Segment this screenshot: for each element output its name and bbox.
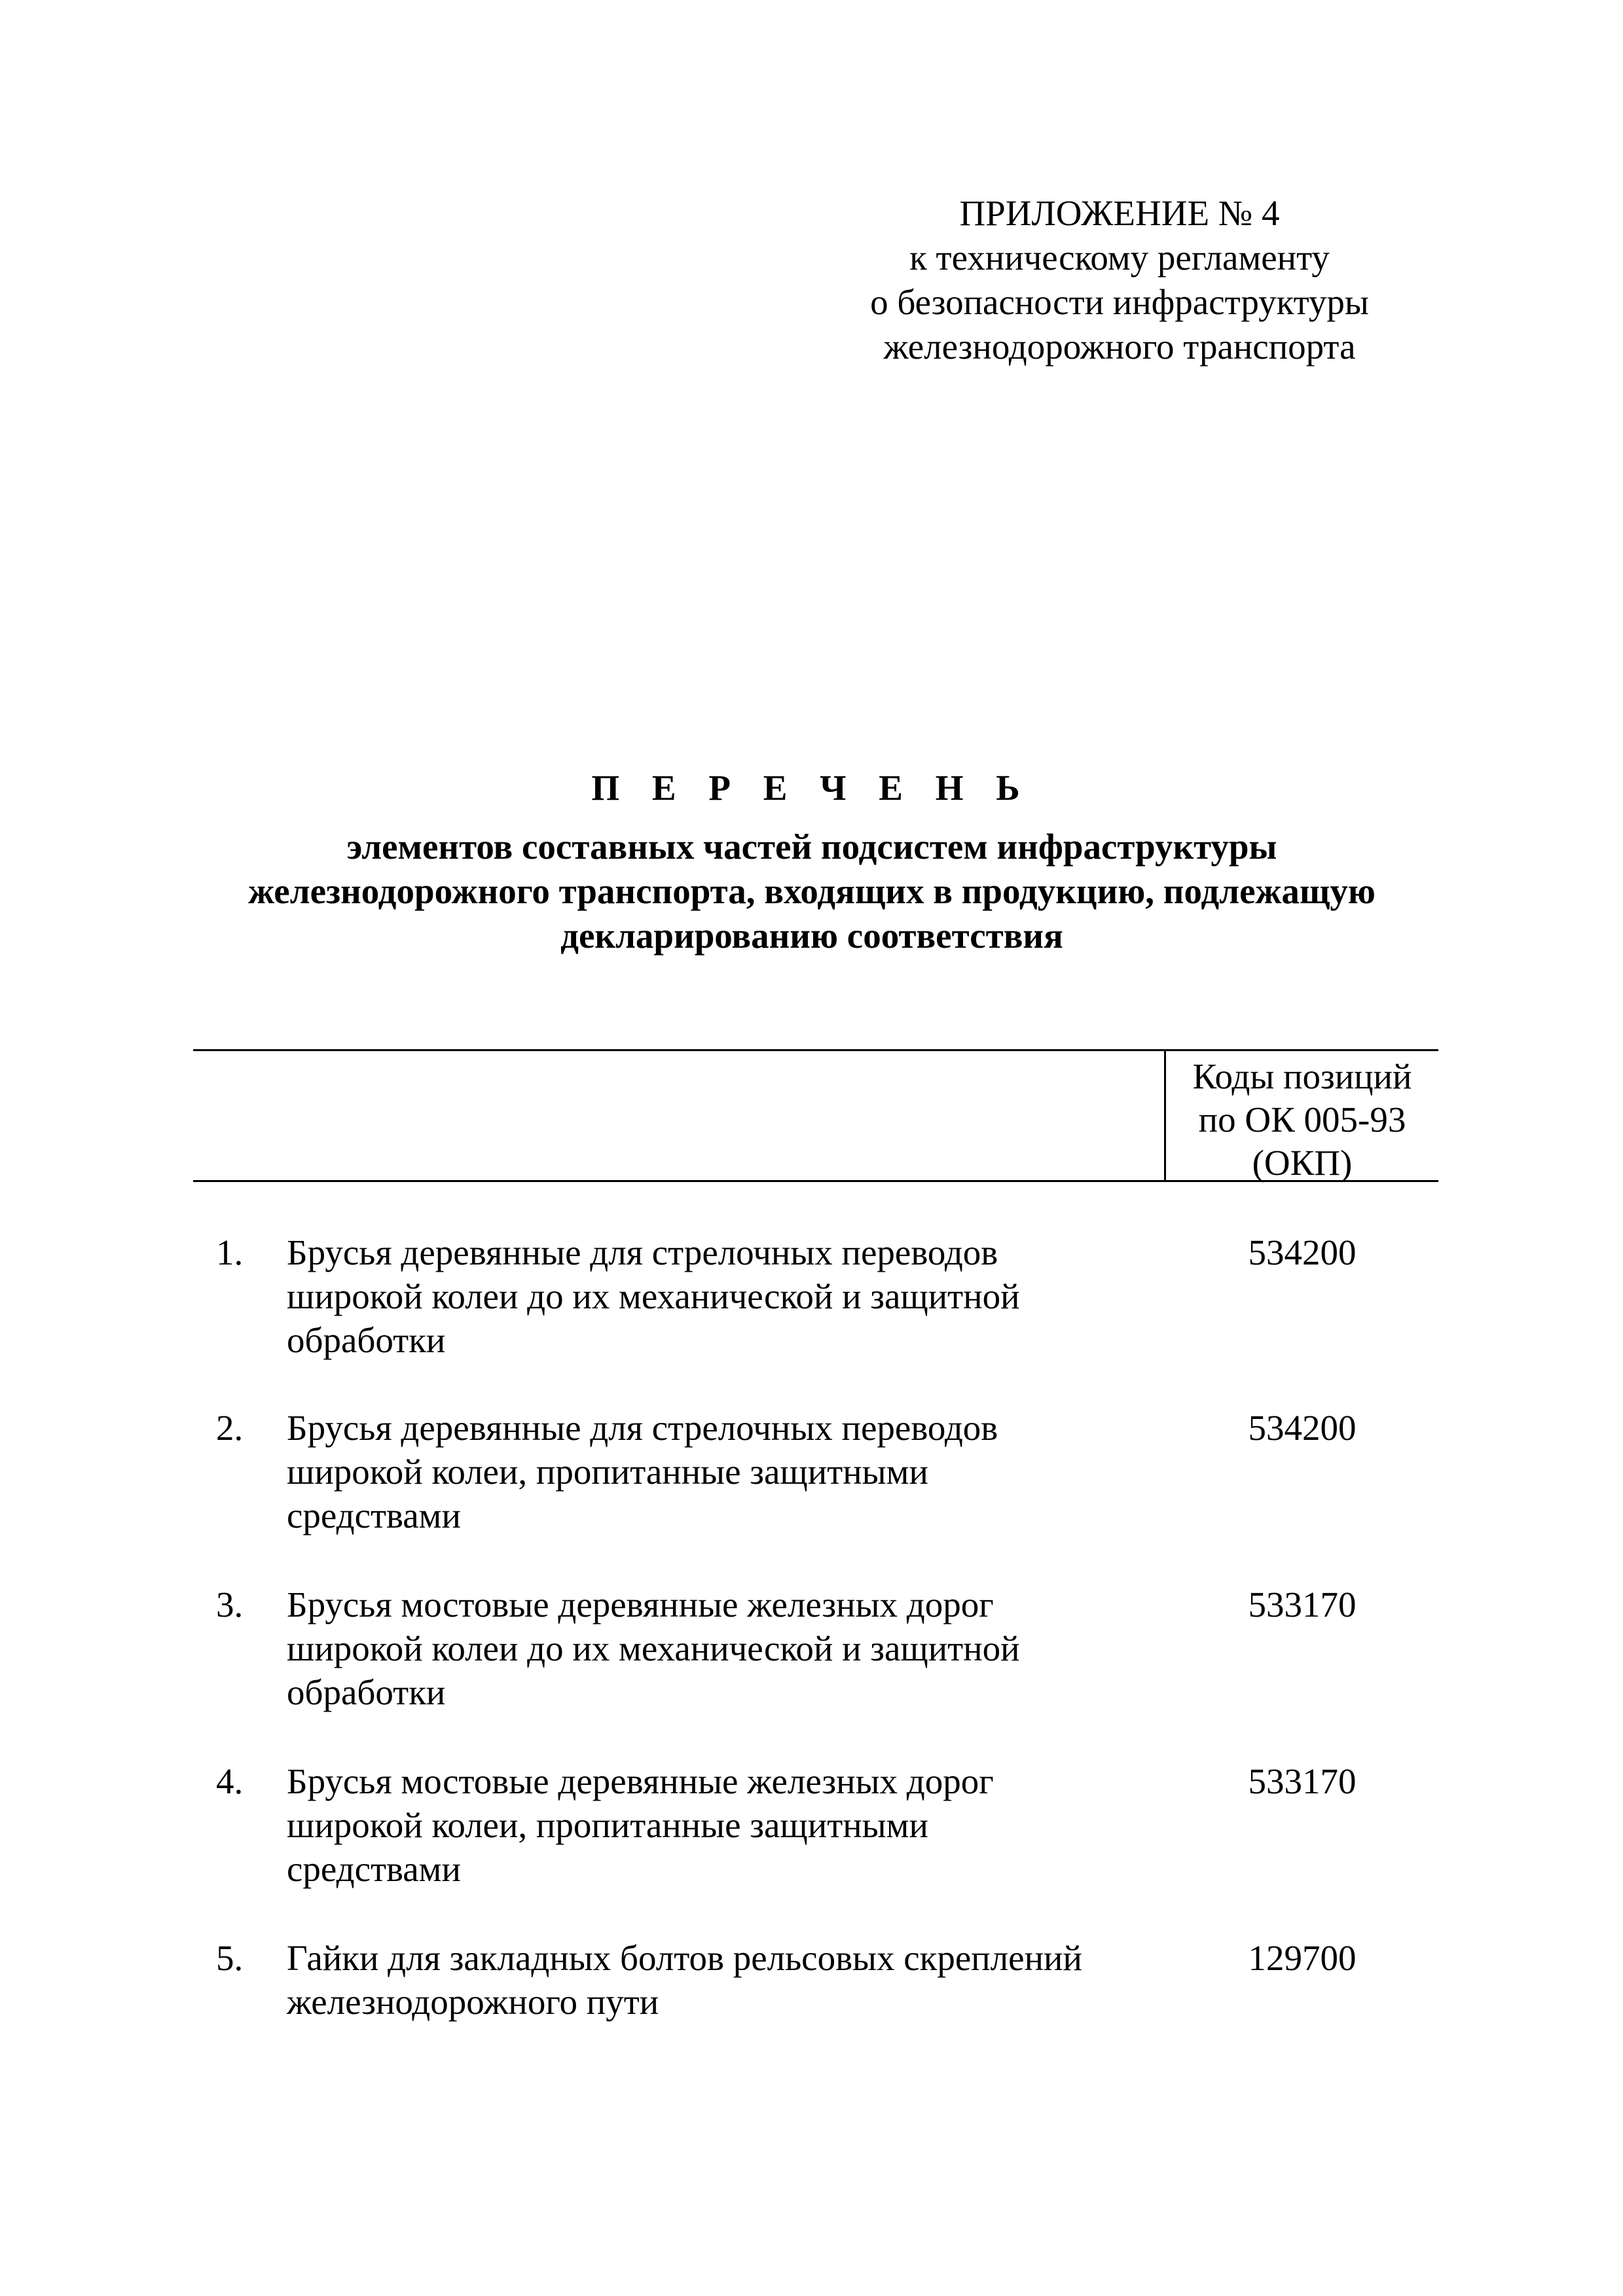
row-number: 1. (216, 1232, 244, 1272)
row-text-line: Гайки для закладных болтов рельсовых скреплений (287, 1938, 1082, 1978)
row-text-line: Брусья деревянные для стрелочных переводов (287, 1232, 998, 1272)
row-description (287, 1406, 1158, 1537)
row-text-line: средствами (287, 1496, 461, 1535)
row-text-line: Брусья мостовые деревянные железных дорог (287, 1585, 994, 1624)
row-description (287, 1583, 1158, 1714)
row-text-line: широкой колеи до их механической и защитной (287, 1628, 1020, 1668)
table-header (193, 1049, 1438, 1182)
appendix-line: железнодорожного транспорта (883, 327, 1356, 367)
row-number: 3. (216, 1585, 244, 1624)
row-text-line: железнодорожного пути (287, 1982, 659, 2022)
subtitle-line: элементов составных частей подсистем инфраструктуры (346, 827, 1277, 867)
document-subtitle (170, 825, 1453, 958)
row-text-line: широкой колеи до их механической и защитной (287, 1276, 1020, 1316)
row-code: 533170 (1248, 1761, 1357, 1801)
row-text-line: широкой колеи, пропитанные защитными (287, 1805, 928, 1845)
row-code: 534200 (1248, 1232, 1357, 1272)
appendix-line: ПРИЛОЖЕНИЕ № 4 (959, 193, 1280, 233)
subtitle-line: декларированию соответствия (560, 916, 1063, 956)
row-code: 533170 (1248, 1585, 1357, 1624)
codes-column-header (1166, 1051, 1438, 1185)
codes-header-line: (ОКП) (1252, 1143, 1353, 1183)
row-description (287, 1936, 1158, 2024)
row-text-line: широкой колеи, пропитанные защитными (287, 1452, 928, 1492)
row-description (287, 1230, 1158, 1362)
row-number: 2. (216, 1408, 244, 1448)
row-text-line: Брусья деревянные для стрелочных переводов (287, 1408, 998, 1448)
document-title: П Е Р Е Ч Е Н Ь (591, 768, 1032, 808)
row-text-line: средствами (287, 1849, 461, 1889)
subtitle-line: железнодорожного транспорта, входящих в продукцию, подлежащую (248, 871, 1376, 911)
row-number: 4. (216, 1761, 244, 1801)
appendix-line: к техническому регламенту (909, 238, 1330, 278)
codes-header-line: Коды позиций (1192, 1056, 1412, 1096)
row-text-line: обработки (287, 1672, 446, 1712)
row-text-line: Брусья мостовые деревянные железных дорог (287, 1761, 994, 1801)
row-code: 129700 (1248, 1938, 1357, 1978)
row-description (287, 1759, 1158, 1891)
appendix-block (805, 191, 1434, 369)
codes-header-line: по ОК 005-93 (1198, 1100, 1406, 1139)
appendix-line: о безопасности инфраструктуры (870, 282, 1369, 322)
row-text-line: обработки (287, 1320, 446, 1360)
row-code: 534200 (1248, 1408, 1357, 1448)
row-number: 5. (216, 1938, 244, 1978)
